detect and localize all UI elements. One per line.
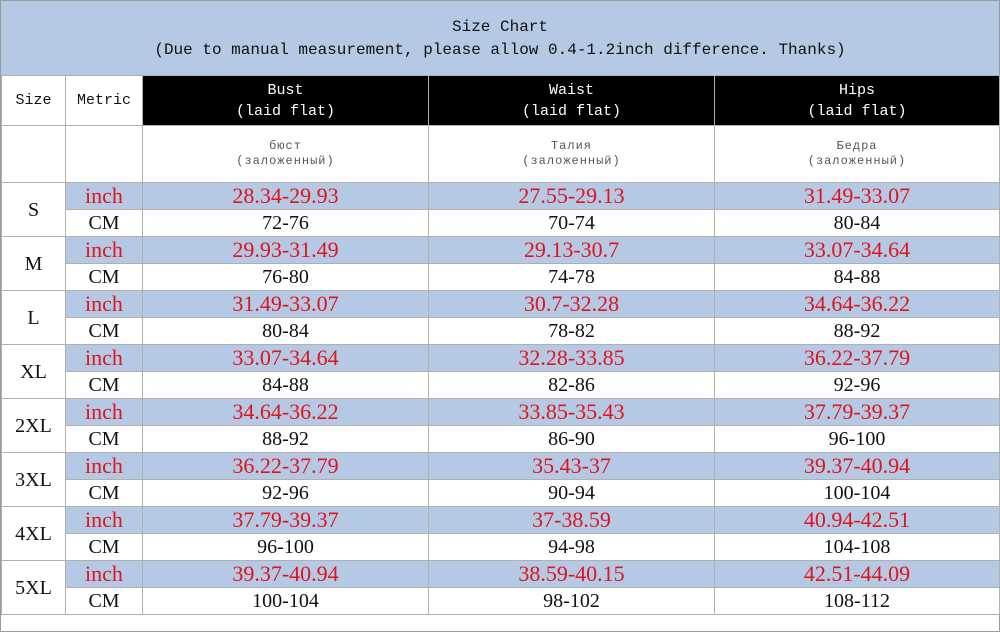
header-row-ru [2, 126, 1000, 183]
cm-value-cell: 76-80 [143, 264, 429, 291]
hips-header-ru [715, 126, 1000, 183]
size-row-cm [2, 480, 1000, 507]
size-label: 4XL [2, 507, 66, 561]
inch-value-cell: 29.93-31.49 [143, 237, 429, 264]
size-row-inch [2, 291, 1000, 318]
size-row-inch [2, 183, 1000, 210]
unit-cm-label: CM [66, 534, 143, 561]
waist-sublabel: (laid flat) [521, 102, 622, 120]
bust-header [143, 76, 429, 126]
size-row-inch [2, 237, 1000, 264]
cm-value-cell: 90-94 [429, 480, 715, 507]
cm-value-cell: 92-96 [143, 480, 429, 507]
cm-value-cell: 88-92 [715, 318, 1000, 345]
bust-label-ru: бюст [269, 139, 302, 153]
unit-cm-label: CM [66, 372, 143, 399]
cm-value-cell: 94-98 [429, 534, 715, 561]
inch-value-cell: 42.51-44.09 [715, 561, 1000, 588]
title-bar [1, 1, 999, 76]
inch-value-cell: 38.59-40.15 [429, 561, 715, 588]
inch-value-cell: 31.49-33.07 [143, 291, 429, 318]
hips-label-ru: Бедра [836, 139, 878, 153]
inch-value-cell: 37-38.59 [429, 507, 715, 534]
cm-value-cell: 80-84 [143, 318, 429, 345]
inch-value-cell: 31.49-33.07 [715, 183, 1000, 210]
inch-value-cell: 40.94-42.51 [715, 507, 1000, 534]
unit-inch-label: inch [66, 291, 143, 318]
empty-cell [2, 126, 66, 183]
size-header: Size [2, 76, 66, 126]
size-table [1, 75, 1000, 615]
inch-value-cell: 37.79-39.37 [715, 399, 1000, 426]
unit-inch-label: inch [66, 453, 143, 480]
cm-value-cell: 70-74 [429, 210, 715, 237]
size-label: 3XL [2, 453, 66, 507]
size-label: XL [2, 345, 66, 399]
size-row-cm [2, 210, 1000, 237]
inch-value-cell: 30.7-32.28 [429, 291, 715, 318]
unit-inch-label: inch [66, 507, 143, 534]
cm-value-cell: 100-104 [715, 480, 1000, 507]
inch-value-cell: 28.34-29.93 [143, 183, 429, 210]
cm-value-cell: 86-90 [429, 426, 715, 453]
unit-cm-label: CM [66, 210, 143, 237]
cm-value-cell: 82-86 [429, 372, 715, 399]
waist-label: Waist [548, 81, 594, 99]
bust-sublabel: (laid flat) [235, 102, 336, 120]
size-row-cm [2, 318, 1000, 345]
empty-cell [66, 126, 143, 183]
inch-value-cell: 36.22-37.79 [143, 453, 429, 480]
cm-value-cell: 96-100 [715, 426, 1000, 453]
unit-inch-label: inch [66, 237, 143, 264]
chart-subtitle: (Due to manual measurement, please allow 0.4-1.2inch difference. Thanks) [154, 41, 846, 59]
header-row-en [2, 76, 1000, 126]
size-label: L [2, 291, 66, 345]
inch-value-cell: 34.64-36.22 [143, 399, 429, 426]
cm-value-cell: 72-76 [143, 210, 429, 237]
size-label: 2XL [2, 399, 66, 453]
cm-value-cell: 84-88 [715, 264, 1000, 291]
cm-value-cell: 74-78 [429, 264, 715, 291]
unit-inch-label: inch [66, 561, 143, 588]
waist-label-ru: Талия [550, 139, 592, 153]
bust-sublabel-ru: (заложенный) [236, 154, 335, 168]
bust-header-ru [143, 126, 429, 183]
cm-value-cell: 108-112 [715, 588, 1000, 615]
inch-value-cell: 37.79-39.37 [143, 507, 429, 534]
bust-label: Bust [267, 81, 304, 99]
size-row-inch [2, 345, 1000, 372]
cm-value-cell: 96-100 [143, 534, 429, 561]
inch-value-cell: 39.37-40.94 [715, 453, 1000, 480]
size-row-cm [2, 588, 1000, 615]
inch-value-cell: 39.37-40.94 [143, 561, 429, 588]
unit-cm-label: CM [66, 264, 143, 291]
hips-sublabel: (laid flat) [807, 102, 907, 120]
inch-value-cell: 36.22-37.79 [715, 345, 1000, 372]
hips-sublabel-ru: (заложенный) [807, 154, 907, 168]
size-row-cm [2, 426, 1000, 453]
size-row-inch [2, 561, 1000, 588]
size-label: 5XL [2, 561, 66, 615]
hips-header [715, 76, 1000, 126]
inch-value-cell: 33.07-34.64 [715, 237, 1000, 264]
inch-value-cell: 34.64-36.22 [715, 291, 1000, 318]
cm-value-cell: 100-104 [143, 588, 429, 615]
waist-sublabel-ru: (заложенный) [522, 154, 621, 168]
waist-header-ru [429, 126, 715, 183]
inch-value-cell: 29.13-30.7 [429, 237, 715, 264]
cm-value-cell: 98-102 [429, 588, 715, 615]
unit-inch-label: inch [66, 399, 143, 426]
hips-label: Hips [838, 81, 875, 99]
size-row-inch [2, 507, 1000, 534]
inch-value-cell: 27.55-29.13 [429, 183, 715, 210]
waist-header [429, 76, 715, 126]
unit-cm-label: CM [66, 318, 143, 345]
chart-title: Size Chart [451, 18, 548, 36]
cm-value-cell: 92-96 [715, 372, 1000, 399]
size-row-cm [2, 264, 1000, 291]
unit-cm-label: CM [66, 480, 143, 507]
unit-cm-label: CM [66, 426, 143, 453]
cm-value-cell: 84-88 [143, 372, 429, 399]
cm-value-cell: 78-82 [429, 318, 715, 345]
size-row-cm [2, 372, 1000, 399]
unit-inch-label: inch [66, 345, 143, 372]
size-row-inch [2, 453, 1000, 480]
cm-value-cell: 88-92 [143, 426, 429, 453]
unit-cm-label: CM [66, 588, 143, 615]
inch-value-cell: 33.07-34.64 [143, 345, 429, 372]
inch-value-cell: 32.28-33.85 [429, 345, 715, 372]
inch-value-cell: 35.43-37 [429, 453, 715, 480]
metric-header: Metric [66, 76, 143, 126]
size-row-inch [2, 399, 1000, 426]
cm-value-cell: 104-108 [715, 534, 1000, 561]
size-label: S [2, 183, 66, 237]
inch-value-cell: 33.85-35.43 [429, 399, 715, 426]
cm-value-cell: 80-84 [715, 210, 1000, 237]
size-label: M [2, 237, 66, 291]
unit-inch-label: inch [66, 183, 143, 210]
size-row-cm [2, 534, 1000, 561]
